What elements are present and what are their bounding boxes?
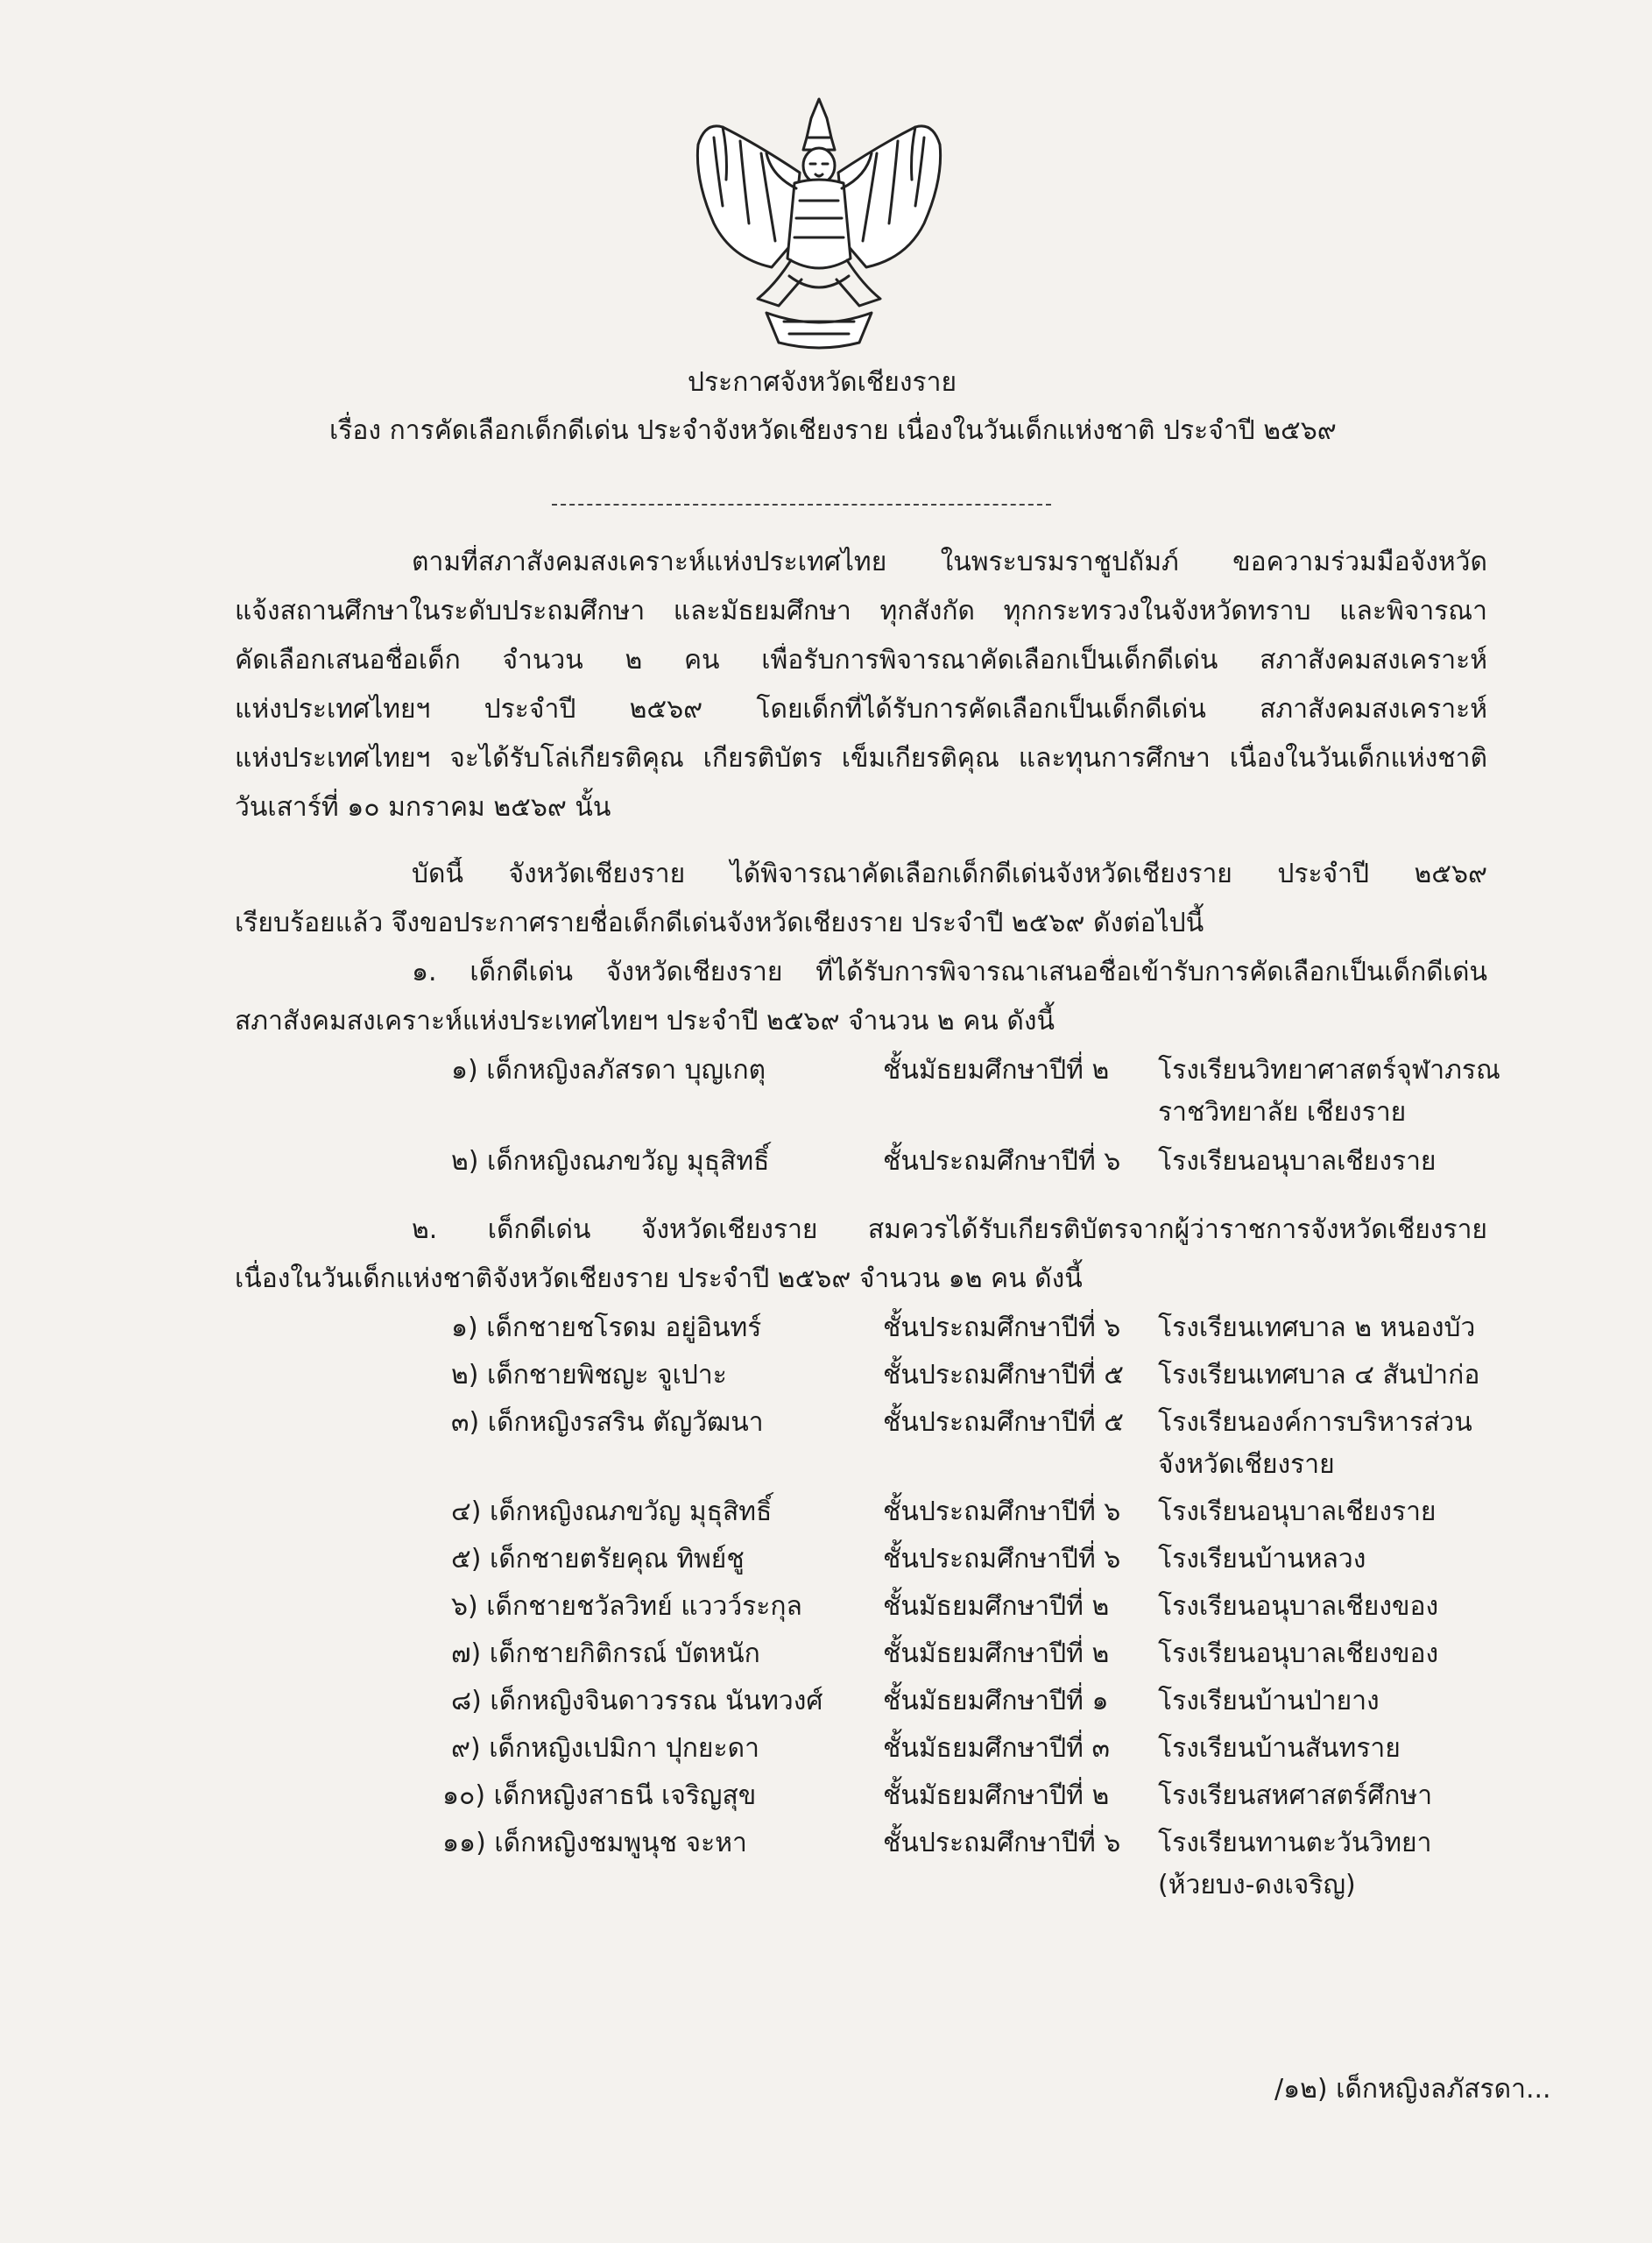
paragraph-line: วันเสาร์ที่ ๑๐ มกราคม ๒๕๖๙ นั้น [235, 792, 611, 823]
student-name: ๘) เด็กหญิงจินดาวรรณ นันทวงศ์ [451, 1686, 823, 1716]
paragraph-line: แห่งประเทศไทยฯ ประจำปี ๒๕๖๙ โดยเด็กที่ได้รับการคัดเลือกเป็นเด็กดีเด่น สภาสังคมสงเคราะห์ [235, 694, 1487, 725]
student-name: ๑) เด็กชายชโรดม อยู่อินทร์ [451, 1313, 762, 1343]
paragraph-line: คัดเลือกเสนอชื่อเด็ก จำนวน ๒ คน เพื่อรับการพิจารณาคัดเลือกเป็นเด็กดีเด่น สภาสังคมสงเคราะห์ [235, 645, 1487, 676]
student-grade: ชั้นมัธยมศึกษาปีที่ ๒ [883, 1055, 1110, 1086]
student-name: ๕) เด็กชายตรัยคุณ ทิพย์ชู [451, 1544, 745, 1574]
student-school: โรงเรียนบ้านป่ายาง [1158, 1686, 1380, 1716]
student-school: โรงเรียนอนุบาลเชียงราย [1158, 1146, 1437, 1177]
paragraph-line: แจ้งสถานศึกษาในระดับประถมศึกษา และมัธยมศึกษา ทุกสังกัด ทุกกระทรวงในจังหวัดทราบ และพิจารณา [235, 596, 1487, 626]
section-heading-line: สภาสังคมสงเคราะห์แห่งประเทศไทยฯ ประจำปี ๒๕๖๙ จำนวน ๒ คน ดังนี้ [235, 1006, 1055, 1037]
student-name: ๓) เด็กหญิงรสริน ตัญวัฒนา [451, 1407, 764, 1438]
paragraph-line: บัดนี้ จังหวัดเชียงราย ได้พิจารณาคัดเลือกเด็กดีเด่นจังหวัดเชียงราย ประจำปี ๒๕๖๙ [412, 859, 1487, 889]
paragraph-line: แห่งประเทศไทยฯ จะได้รับโล่เกียรติคุณ เกียรติบัตร เข็มเกียรติคุณ และทุนการศึกษา เนื่องในวันเด็กแห่งชาติ [235, 743, 1487, 774]
student-grade: ชั้นมัธยมศึกษาปีที่ ๒ [883, 1780, 1110, 1811]
student-school: โรงเรียนสหศาสตร์ศึกษา [1158, 1780, 1433, 1811]
student-name: ๑๐) เด็กหญิงสาธนี เจริญสุข [442, 1780, 757, 1811]
student-school: โรงเรียนเทศบาล ๔ สันป่าก่อ [1158, 1360, 1480, 1390]
student-school: โรงเรียนองค์การบริหารส่วน [1158, 1407, 1472, 1438]
student-grade: ชั้นมัธยมศึกษาปีที่ ๒ [883, 1638, 1110, 1669]
student-name: ๑) เด็กหญิงลภัสรดา บุญเกตุ [451, 1055, 766, 1086]
student-school: โรงเรียนบ้านสันทราย [1158, 1733, 1401, 1764]
student-school: โรงเรียนวิทยาศาสตร์จุฬาภรณ [1158, 1055, 1500, 1086]
header-divider [552, 504, 1051, 506]
garuda-emblem [688, 92, 950, 355]
student-school: โรงเรียนเทศบาล ๒ หนองบัว [1158, 1313, 1476, 1343]
student-grade: ชั้นประถมศึกษาปีที่ ๖ [883, 1313, 1121, 1343]
student-grade: ชั้นประถมศึกษาปีที่ ๖ [883, 1497, 1121, 1527]
student-grade: ชั้นประถมศึกษาปีที่ ๖ [883, 1828, 1121, 1858]
student-school-cont: ราชวิทยาลัย เชียงราย [1158, 1097, 1407, 1128]
student-name: ๒) เด็กหญิงณภขวัญ มุธุสิทธิ์ [451, 1146, 770, 1177]
page-continuation: /๑๒) เด็กหญิงลภัสรดา... [1274, 2074, 1551, 2105]
student-school: โรงเรียนอนุบาลเชียงราย [1158, 1497, 1437, 1527]
announcement-subject: เรื่อง การคัดเลือกเด็กดีเด่น ประจำจังหวัดเชียงราย เนื่องในวันเด็กแห่งชาติ ประจำปี ๒๕๖๙ [329, 415, 1337, 446]
section-heading-line: เนื่องในวันเด็กแห่งชาติจังหวัดเชียงราย ประจำปี ๒๕๖๙ จำนวน ๑๒ คน ดังนี้ [235, 1263, 1083, 1294]
student-grade: ชั้นมัธยมศึกษาปีที่ ๓ [883, 1733, 1110, 1764]
student-grade: ชั้นมัธยมศึกษาปีที่ ๑ [883, 1686, 1109, 1716]
student-name: ๗) เด็กชายกิติกรณ์ บัตหนัก [451, 1638, 760, 1669]
student-name: ๔) เด็กหญิงณภขวัญ มุธุสิทธิ์ [451, 1497, 773, 1527]
student-school: โรงเรียนอนุบาลเชียงของ [1158, 1638, 1439, 1669]
student-name: ๑๑) เด็กหญิงชมพูนุช จะหา [442, 1828, 747, 1858]
student-school: โรงเรียนบ้านหลวง [1158, 1544, 1366, 1574]
paragraph-line: ตามที่สภาสังคมสงเคราะห์แห่งประเทศไทย ในพระบรมราชูปถัมภ์ ขอความร่วมมือจังหวัด [412, 547, 1487, 577]
student-grade: ชั้นประถมศึกษาปีที่ ๕ [883, 1360, 1124, 1390]
section-heading-line: ๒. เด็กดีเด่น จังหวัดเชียงราย สมควรได้รับเกียรติบัตรจากผู้ว่าราชการจังหวัดเชียงราย [412, 1214, 1487, 1245]
student-school-cont: จังหวัดเชียงราย [1158, 1449, 1335, 1480]
student-grade: ชั้นประถมศึกษาปีที่ ๖ [883, 1146, 1121, 1177]
student-school-cont: (ห้วยบง-ดงเจริญ) [1158, 1870, 1356, 1900]
student-grade: ชั้นประถมศึกษาปีที่ ๕ [883, 1407, 1124, 1438]
student-name: ๖) เด็กชายชวัลวิทย์ แววว์ระกุล [451, 1591, 802, 1622]
student-school: โรงเรียนทานตะวันวิทยา [1158, 1828, 1432, 1858]
announcement-title: ประกาศจังหวัดเชียงราย [688, 367, 957, 398]
student-name: ๒) เด็กชายพิชญะ จูเปาะ [451, 1360, 727, 1390]
section-heading-line: ๑. เด็กดีเด่น จังหวัดเชียงราย ที่ได้รับการพิจารณาเสนอชื่อเข้ารับการคัดเลือกเป็นเด็กดีเด่น [412, 957, 1487, 987]
student-school: โรงเรียนอนุบาลเชียงของ [1158, 1591, 1439, 1622]
paragraph-line: เรียบร้อยแล้ว จึงขอประกาศรายชื่อเด็กดีเด่นจังหวัดเชียงราย ประจำปี ๒๕๖๙ ดังต่อไปนี้ [235, 908, 1204, 938]
student-grade: ชั้นประถมศึกษาปีที่ ๖ [883, 1544, 1121, 1574]
student-name: ๙) เด็กหญิงเปมิกา ปุกยะดา [451, 1733, 759, 1764]
student-grade: ชั้นมัธยมศึกษาปีที่ ๒ [883, 1591, 1110, 1622]
